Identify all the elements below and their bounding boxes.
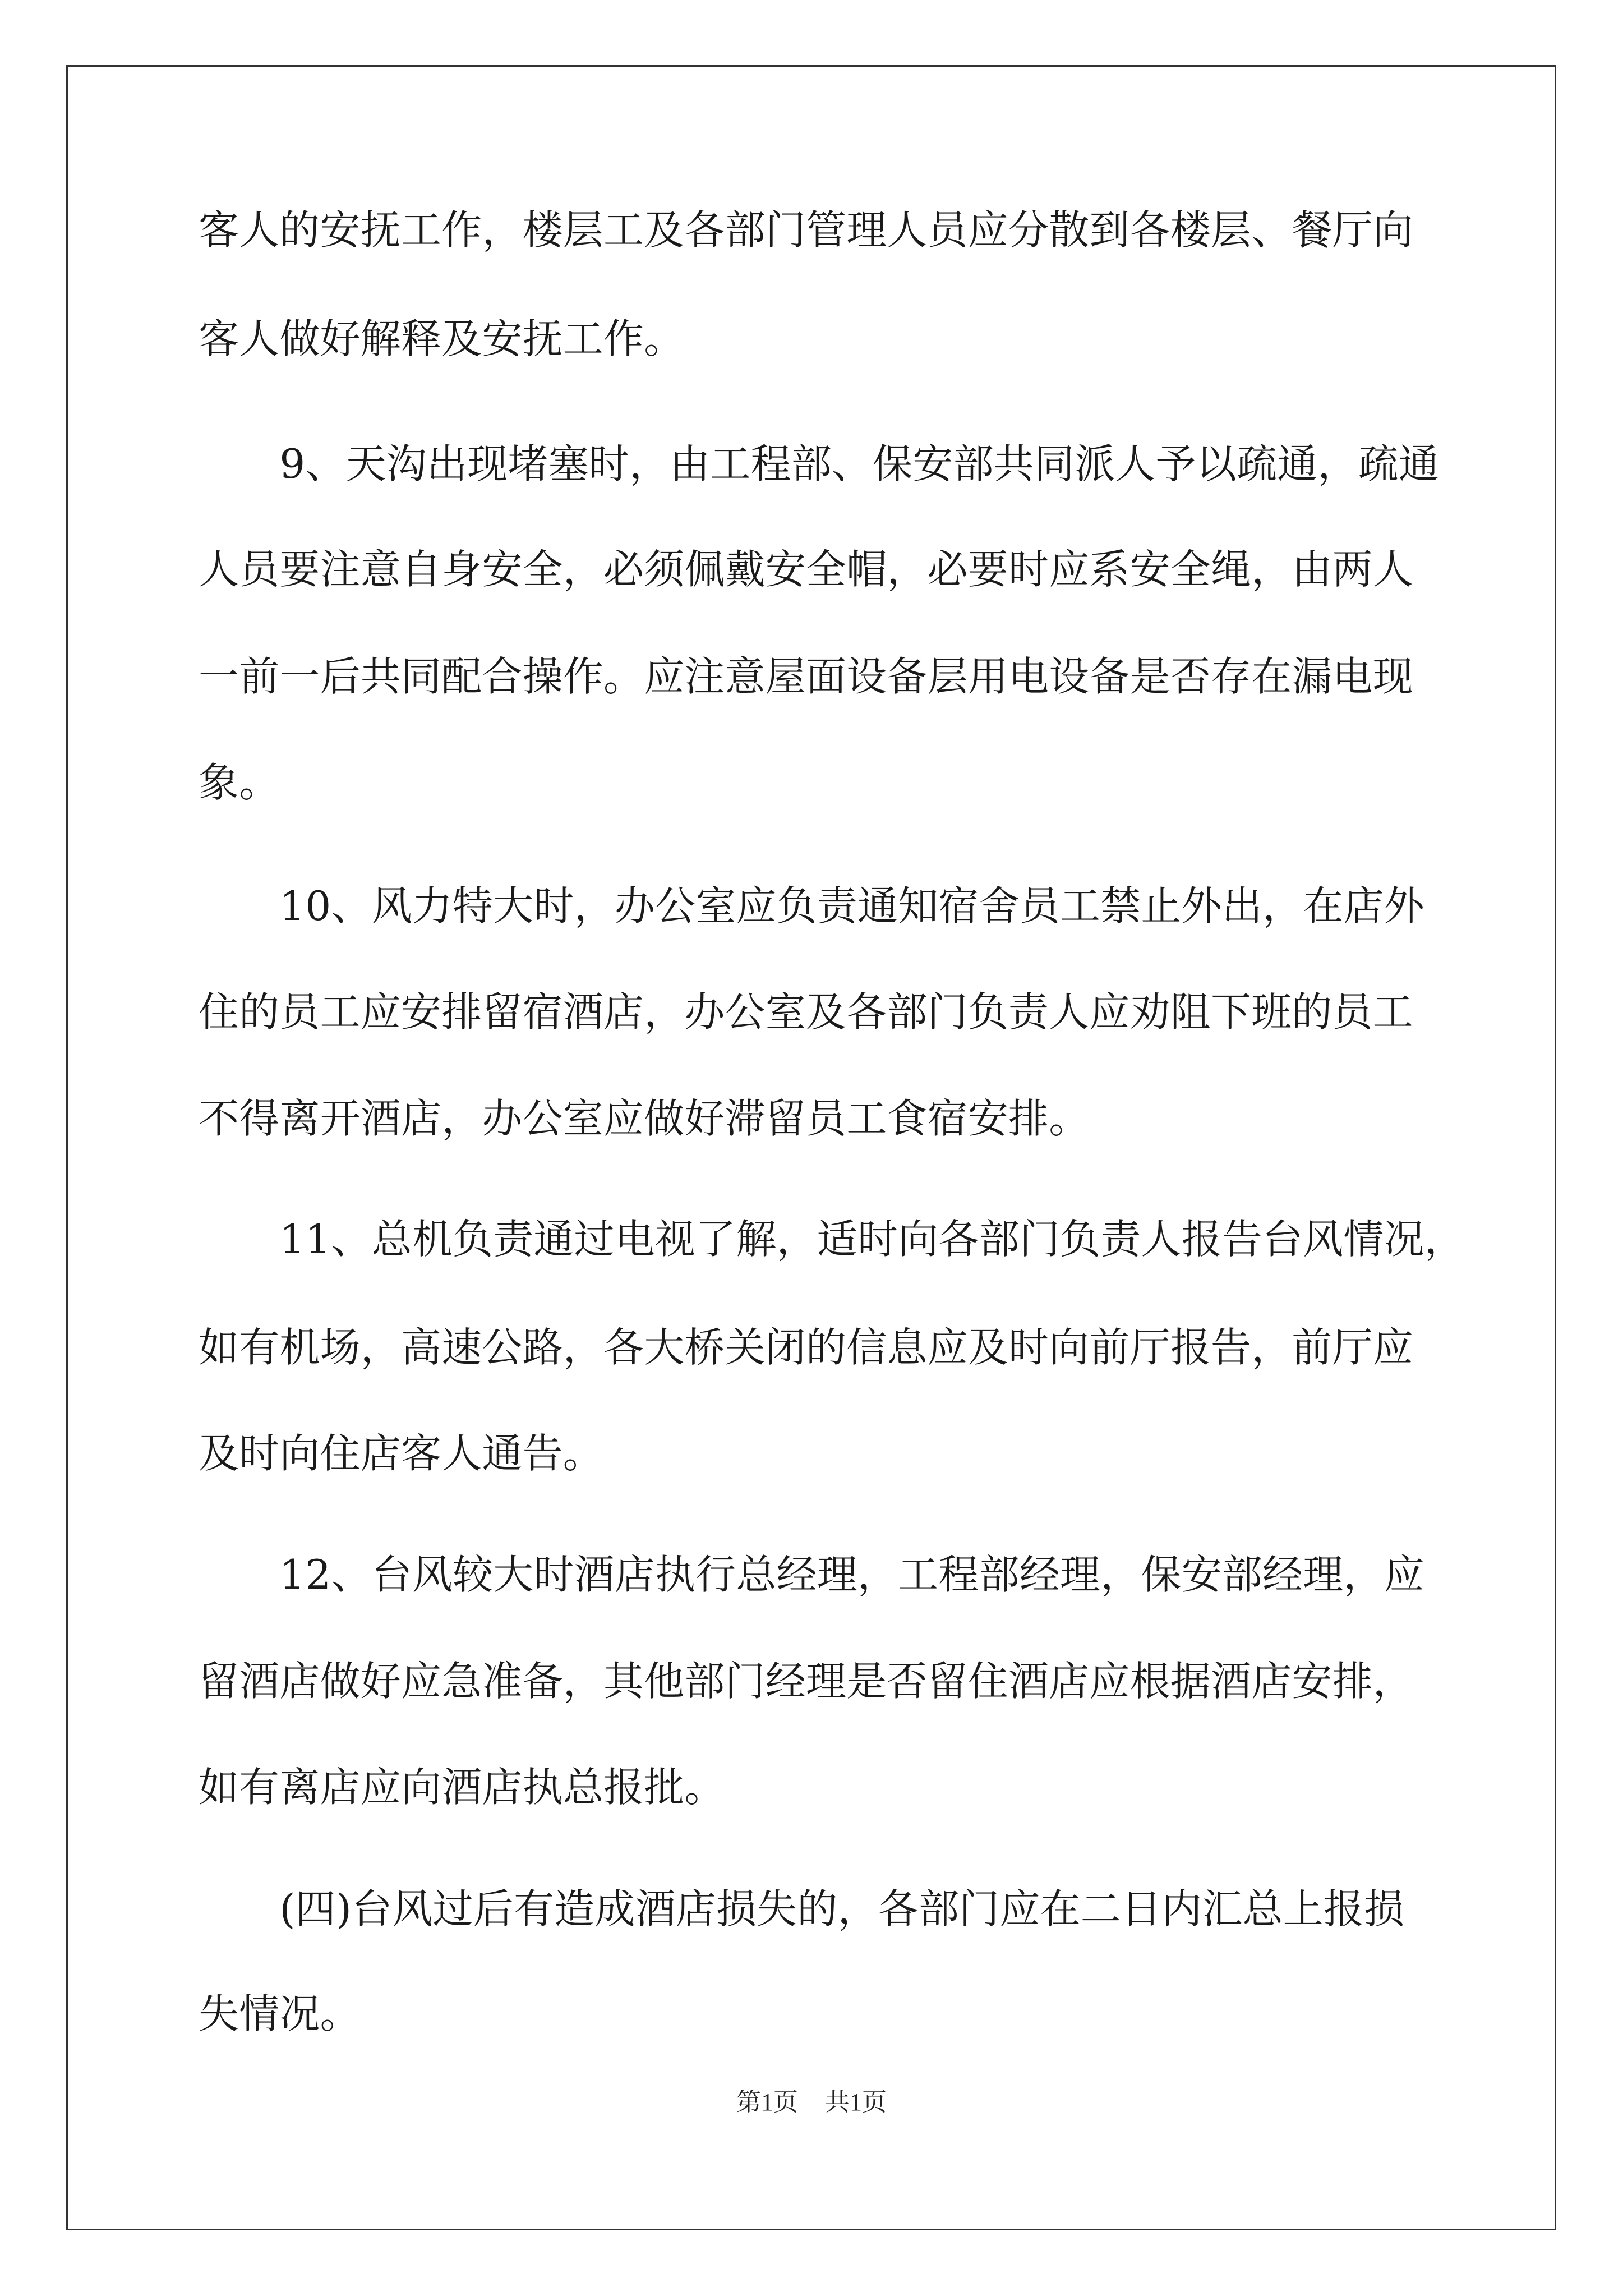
text-line: 住的员工应安排留宿酒店，办公室及各部门负责人应劝阻下班的员工 xyxy=(199,988,1414,1036)
text-line: 9、天沟出现堵塞时，由工程部、保安部共同派人予以疏通，疏通 xyxy=(199,440,1440,487)
text-line: 10、风力特大时，办公室应负责通知宿舍员工禁止外出，在店外 xyxy=(199,882,1424,930)
text-line: 12、台风较大时酒店执行总经理，工程部经理，保安部经理，应 xyxy=(199,1551,1424,1598)
page-total: 共1页 xyxy=(825,2088,887,2116)
text-line: 客人做好解释及安抚工作。 xyxy=(199,315,685,362)
page-footer xyxy=(0,2086,1623,2119)
text-line: 一前一后共同配合操作。应注意屋面设备层用电设备是否存在漏电现 xyxy=(199,653,1414,700)
text-line: 失情况。 xyxy=(199,1990,361,2037)
text-line: 如有机场，高速公路，各大桥关闭的信息应及时向前厅报告，前厅应 xyxy=(199,1324,1414,1371)
page-number: 第1页 xyxy=(736,2088,798,2116)
text-line: (四)台风过后有造成酒店损失的，各部门应在二日内汇总上报损 xyxy=(199,1885,1405,1932)
text-line: 及时向住店客人通告。 xyxy=(199,1430,604,1477)
text-line: 客人的安抚工作，楼层工及各部门管理人员应分散到各楼层、餐厅向 xyxy=(199,206,1414,254)
text-line: 如有离店应向酒店执总报批。 xyxy=(199,1764,725,1811)
text-line: 不得离开酒店，办公室应做好滞留员工食宿安排。 xyxy=(199,1095,1090,1142)
text-line: 象。 xyxy=(199,759,280,806)
text-line: 人员要注意自身安全，必须佩戴安全帽，必要时应系安全绳，由两人 xyxy=(199,546,1414,593)
text-line: 留酒店做好应急准备，其他部门经理是否留住酒店应根据酒店安排， xyxy=(199,1658,1414,1705)
text-line: 11、总机负责通过电视了解，适时向各部门负责人报告台风情况， xyxy=(199,1216,1465,1263)
